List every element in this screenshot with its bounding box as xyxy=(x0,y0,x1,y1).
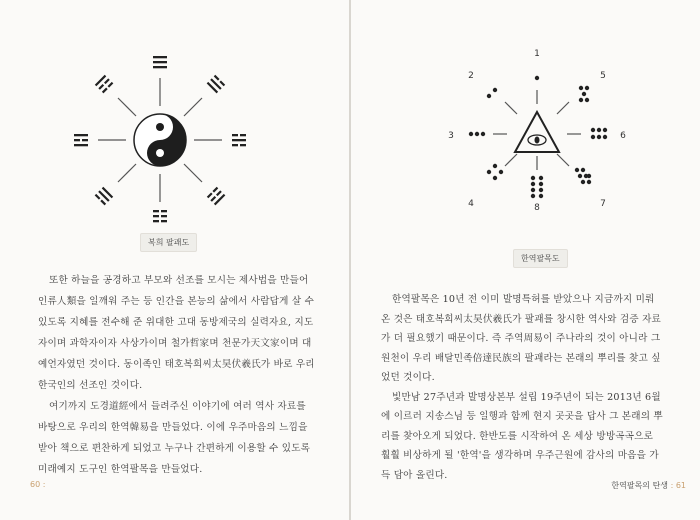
diagram-number-6: 6 xyxy=(620,131,626,141)
diagram-number-4: 4 xyxy=(468,199,474,209)
paragraph: 여기까지 도경道經에서 들려주신 이야기에 여러 역사 자료를 바탕으로 우리의 한역韓易을 만들었다. 이에 우주마음의 느낌을 받아 책으로 편찬하게 되었고 누구나 간편하게 이용할 수 있도록 미래예지 도구인 한역팔목을 만들었다. xyxy=(38,401,311,475)
page-number: : 61 xyxy=(670,481,686,490)
page-number: 60 : xyxy=(30,480,46,489)
taiji-icon xyxy=(134,114,186,166)
diagram-number-7: 7 xyxy=(600,199,606,209)
paragraph: 빛만남 27주년과 발명상본부 설립 19주년이 되는 2013년 6월에 이르러 지송스님 등 일행과 함께 현지 곳곳을 답사 그 본래의 뿌리를 찾아오게 되었다. 한반도를 시작하여 온 세상 방방곡곡으로 훨훨 비상하게 될 '한역'을 생각하며 우주근원에 감사의 마음을 가득 담아 올린다. xyxy=(381,391,663,481)
body-text xyxy=(381,290,663,485)
diagram-number-1: 1 xyxy=(534,49,540,59)
paragraph: 한역팔목은 10년 전 이미 발명특허를 받았으나 지금까지 미뤄온 것은 태호복희씨太昊伏羲氏가 팔괘를 창시한 역사와 검증 자료가 더 필요했기 때문이다. 즉 주역周易이 주나라의 것이 아니라 그 원천이 우리 배달민족倍達民族의 팔괘라는 본래의 뿌리를 찾고 싶었던 것이다. xyxy=(381,294,662,383)
paragraph: 또한 하늘을 공경하고 부모와 선조를 모시는 제사법을 만들어 인류人類을 일깨워 주는 등 인간을 본능의 삶에서 사람답게 살 수 있도록 지혜를 전수해 준 위대한 고대 동방제국의 실력자요, 지도자이며 과학자이자 사상가이며 철가哲家며 천문가天文家이며 대예언자였던 것이다. 동이족인 태호복희씨太昊伏羲氏가 바로 우리 한국인의 선조인 것이다. xyxy=(38,275,315,391)
running-footer xyxy=(611,480,686,491)
body-text xyxy=(38,270,316,480)
triangle-eye-icon xyxy=(515,112,559,152)
hanyeok-palmok-diagram xyxy=(437,44,637,214)
right-page xyxy=(351,0,700,520)
diagram-number-8: 8 xyxy=(534,203,540,213)
diagram-number-3: 3 xyxy=(448,131,454,141)
footer-title: 한역팔목의 탄생 xyxy=(611,481,669,490)
bagua-diagram xyxy=(60,40,260,240)
figure-caption: 한역팔목도 xyxy=(513,249,568,268)
diagram-number-2: 2 xyxy=(468,71,474,81)
left-page xyxy=(0,0,349,520)
figure-caption: 복희 팔괘도 xyxy=(140,233,197,252)
diagram-number-5: 5 xyxy=(600,71,606,81)
